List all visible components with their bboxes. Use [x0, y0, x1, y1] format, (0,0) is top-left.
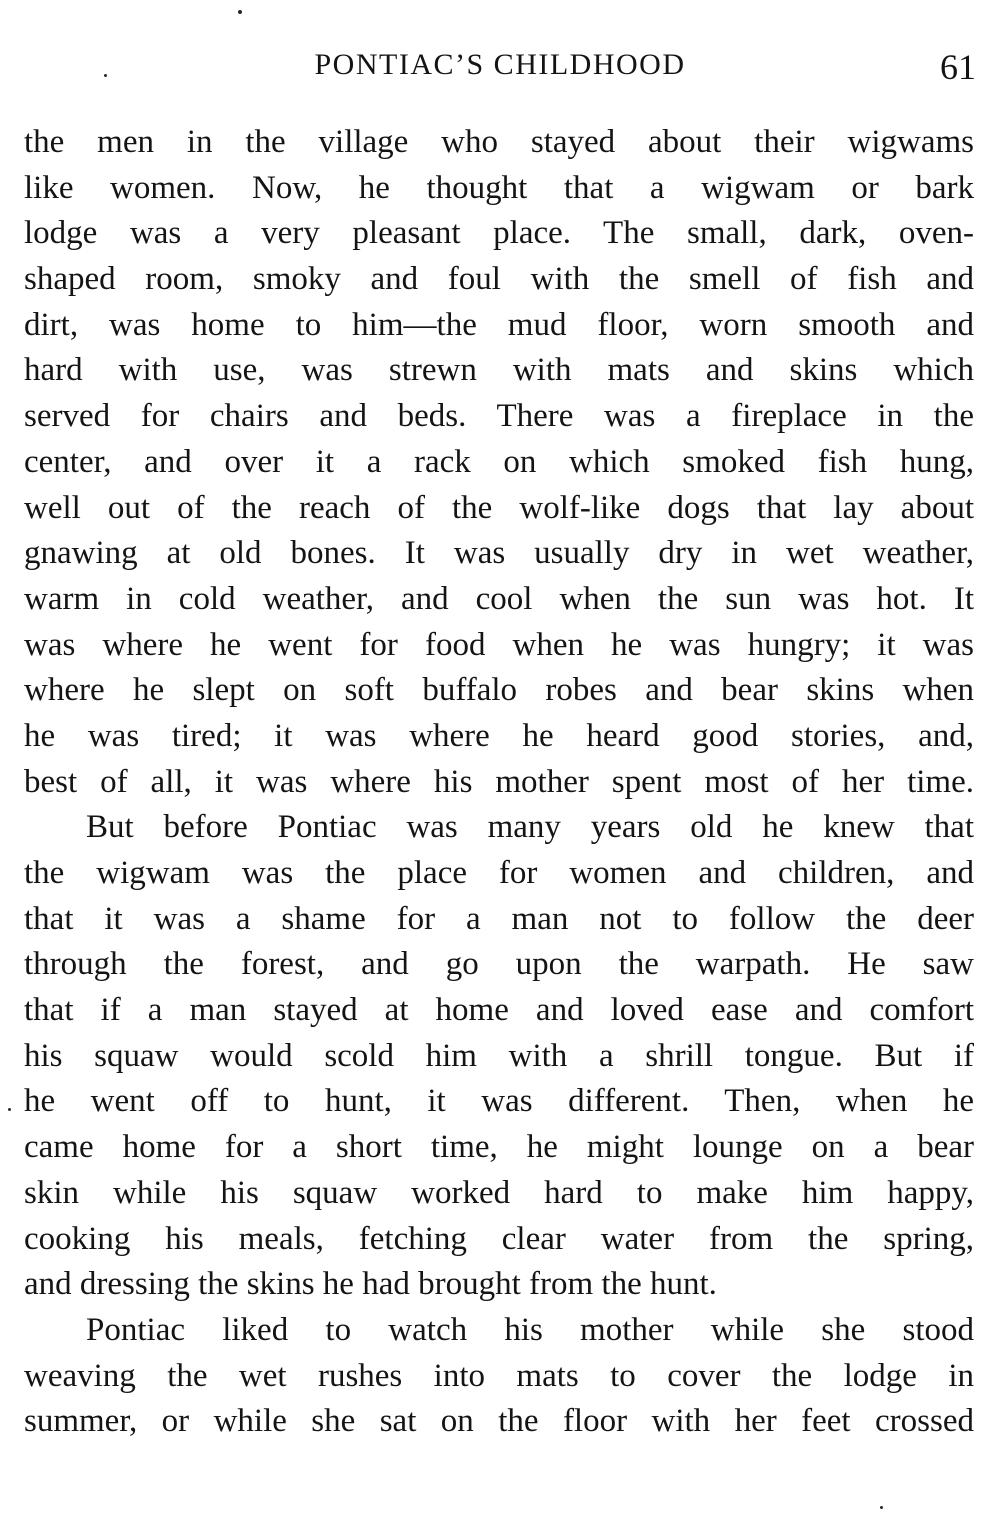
- text-line: the wigwam was the place for women and children, and: [24, 855, 974, 891]
- text-line: weaving the wet rushes into mats to cover the lodge in: [24, 1357, 974, 1394]
- body-text: [24, 120, 974, 1445]
- text-line: served for chairs and beds. There was a fireplace in the: [24, 398, 974, 435]
- text-line: he was tired; it was where he heard good stories, and,: [24, 717, 974, 754]
- text-line: hard with use, was strewn with mats and skins which: [24, 352, 974, 389]
- print-speck: [104, 74, 107, 77]
- text-line: like women. Now, he thought that a wigwam or bark: [24, 169, 974, 206]
- running-title: PONTIAC’S CHILDHOOD: [314, 48, 686, 81]
- text-line: gnawing at old bones. It was usually dry in wet weather,: [24, 535, 974, 572]
- print-speck: [880, 1506, 883, 1509]
- text-line: skin while his squaw worked hard to make him happy,: [24, 1174, 974, 1211]
- text-line: he went off to hunt, it was different. Then, when he: [24, 1083, 974, 1120]
- running-head: [0, 46, 1000, 90]
- text-line: dirt, was home to him—the mud floor, worn smooth and: [24, 306, 974, 343]
- page-number: 61: [940, 47, 976, 87]
- text-line: warm in cold weather, and cool when the sun was hot. It: [24, 580, 974, 617]
- text-line: that if a man stayed at home and loved ease and comfort: [24, 992, 974, 1029]
- text-line: well out of the reach of the wolf-like dogs that lay about: [24, 489, 974, 526]
- print-speck: [238, 10, 242, 14]
- text-line: shaped room, smoky and foul with the smell of fish and: [24, 261, 974, 298]
- text-line: But before Pontiac was many years old he knew that: [86, 809, 974, 846]
- paragraph: [24, 805, 974, 1308]
- text-line: lodge was a very pleasant place. The small, dark, oven-: [24, 215, 974, 252]
- text-line: through the forest, and go upon the warpath. He saw: [24, 946, 974, 983]
- text-line: center, and over it a rack on which smoked fish hung,: [24, 443, 974, 480]
- text-line: the men in the village who stayed about their wigwams: [24, 124, 974, 160]
- text-line: summer, or while she sat on the floor with her feet crossed: [24, 1403, 974, 1440]
- text-line: Pontiac liked to watch his mother while she stood: [86, 1311, 974, 1348]
- text-line: where he slept on soft buffalo robes and bear skins when: [24, 672, 974, 709]
- text-line: cooking his meals, fetching clear water from the spring,: [24, 1220, 974, 1257]
- paragraph: [24, 120, 974, 805]
- text-line: his squaw would scold him with a shrill tongue. But if: [24, 1037, 974, 1074]
- text-line: and dressing the skins he had brought from the hunt.: [24, 1266, 717, 1303]
- paragraph: [24, 1308, 974, 1445]
- print-speck: [8, 1108, 11, 1111]
- text-line: came home for a short time, he might lounge on a bear: [24, 1129, 974, 1166]
- text-line: best of all, it was where his mother spent most of her time.: [24, 763, 974, 800]
- text-line: that it was a shame for a man not to follow the deer: [24, 900, 974, 937]
- text-line: was where he went for food when he was hungry; it was: [24, 626, 974, 663]
